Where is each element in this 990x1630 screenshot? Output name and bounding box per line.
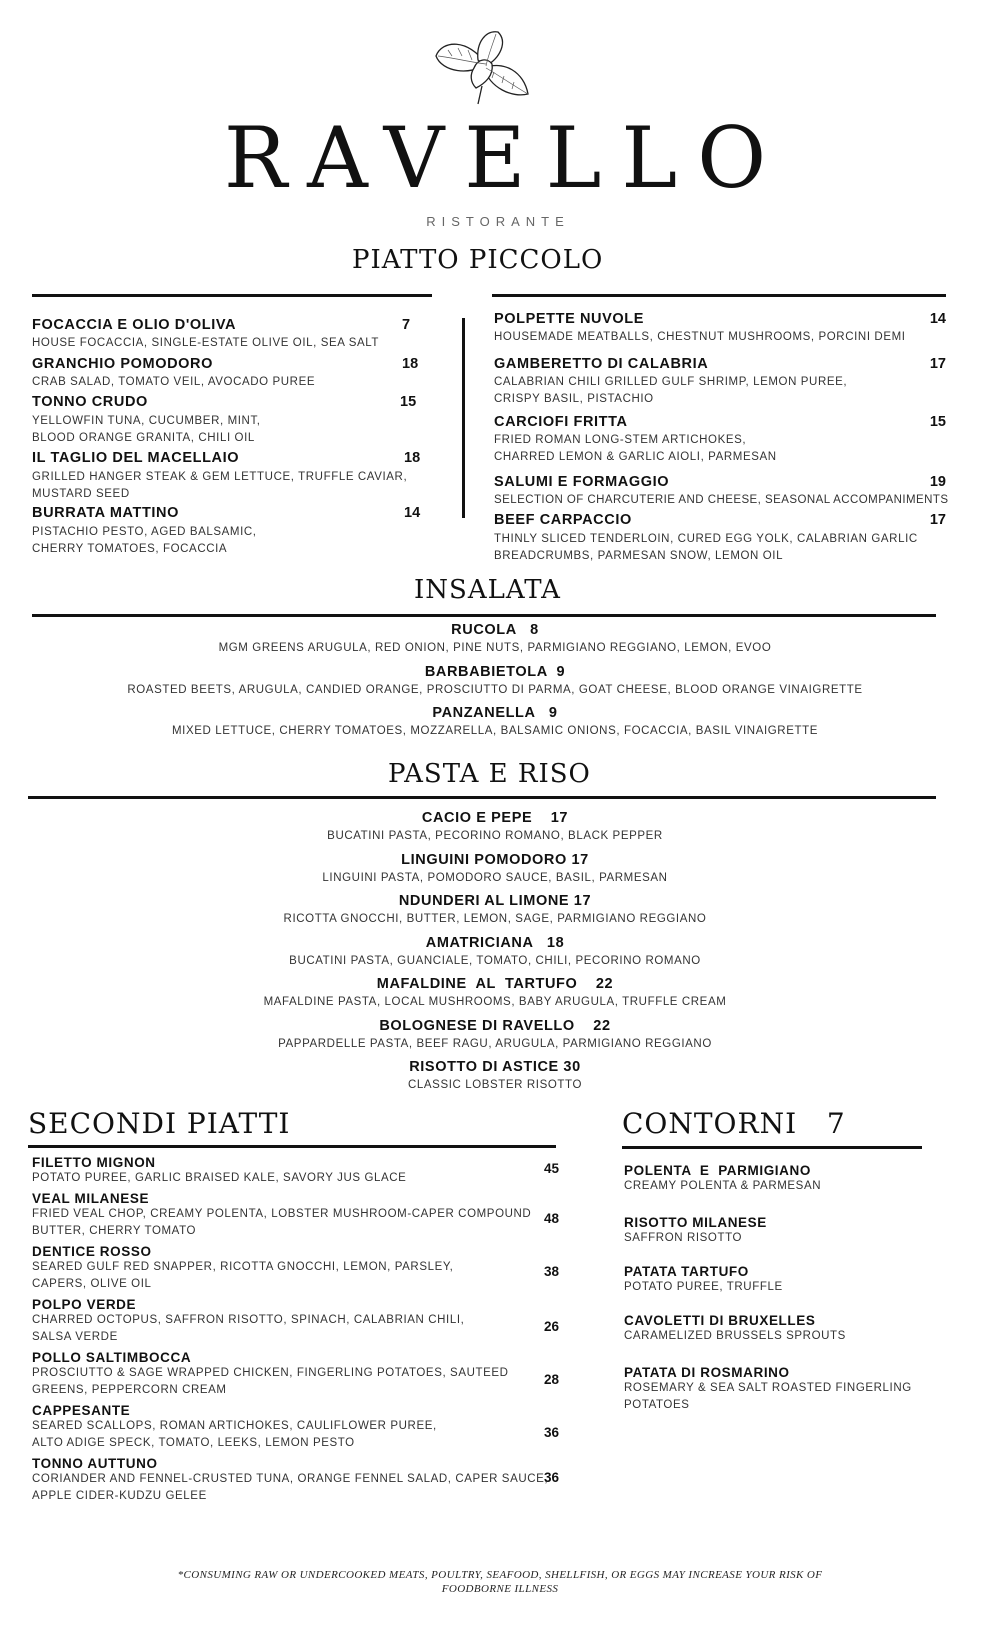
- item-name: BURRATA MATTINO: [32, 505, 179, 521]
- item-description: PAPPARDELLE PASTA, BEEF RAGU, ARUGULA, PARMIGIANO REGGIANO: [278, 1037, 712, 1050]
- item-description: THINLY SLICED TENDERLOIN, CURED EGG YOLK, CALABRIAN GARLIC: [494, 533, 918, 545]
- item-name: AMATRICIANA 18: [425, 934, 565, 951]
- menu-item: [624, 1313, 846, 1345]
- item-description: SELECTION OF CHARCUTERIE AND CHEESE, SEASONAL ACCOMPANIMENTS: [494, 494, 949, 506]
- section-title-piatto-piccolo: PIATTO PICCOLO: [352, 245, 604, 275]
- item-name: GAMBERETTO DI CALABRIA: [494, 356, 709, 372]
- menu-item: [32, 1456, 562, 1505]
- item-name: PATATA DI ROSMARINO: [624, 1365, 790, 1380]
- item-price: 19: [929, 474, 946, 490]
- item-description: CARAMELIZED BRUSSELS SPROUTS: [624, 1330, 846, 1342]
- item-description: YELLOWFIN TUNA, CUCUMBER, MINT,: [32, 415, 261, 427]
- item-price: 45: [544, 1161, 560, 1176]
- item-price: 7: [402, 317, 411, 333]
- item-price: 36: [544, 1470, 560, 1485]
- disclaimer-line: FOODBORNE ILLNESS: [441, 1583, 559, 1595]
- divider: [28, 796, 936, 799]
- item-price: 38: [544, 1264, 560, 1279]
- item-description: MAFALDINE PASTA, LOCAL MUSHROOMS, BABY ARUGULA, TRUFFLE CREAM: [263, 996, 727, 1008]
- item-name: CAPPESANTE: [32, 1403, 131, 1418]
- item-description: FRIED ROMAN LONG-STEM ARTICHOKES,: [494, 434, 747, 446]
- item-price: 36: [544, 1425, 560, 1440]
- item-name: POLENTA E PARMIGIANO: [624, 1163, 811, 1178]
- menu-item: [32, 1155, 562, 1187]
- menu-item: [32, 394, 432, 447]
- divider: [622, 1146, 922, 1149]
- item-description: POTATO PUREE, GARLIC BRAISED KALE, SAVORY JUS GLACE: [32, 1172, 407, 1184]
- item-name: FOCACCIA E OLIO D'OLIVA: [32, 317, 237, 333]
- menu-item: [32, 317, 432, 352]
- item-price: 14: [929, 311, 946, 327]
- item-description: CRISPY BASIL, PISTACHIO: [494, 393, 654, 405]
- item-description: POTATO PUREE, TRUFFLE: [624, 1281, 783, 1293]
- item-description: FRIED VEAL CHOP, CREAMY POLENTA, LOBSTER MUSHROOM-CAPER COMPOUND: [32, 1208, 532, 1220]
- section-title-insalata: INSALATA: [414, 575, 561, 605]
- item-name: IL TAGLIO DEL MACELLAIO: [32, 450, 240, 466]
- item-name: CARCIOFI FRITTA: [494, 414, 628, 430]
- item-description: SAFFRON RISOTTO: [624, 1232, 743, 1244]
- divider: [32, 294, 432, 297]
- menu-item: [624, 1365, 912, 1414]
- menu-item: [494, 414, 946, 466]
- menu-item: [32, 505, 432, 558]
- item-description: CHARRED LEMON & GARLIC AIOLI, PARMESAN: [494, 451, 777, 463]
- item-description: ALTO ADIGE SPECK, TOMATO, LEEKS, LEMON PESTO: [32, 1437, 355, 1449]
- item-description: GRILLED HANGER STEAK & GEM LETTUCE, TRUFFLE CAVIAR,: [32, 471, 408, 483]
- item-description: PISTACHIO PESTO, AGED BALSAMIC,: [32, 526, 257, 538]
- allergy-disclaimer: [120, 1568, 880, 1596]
- item-name: BARBABIETOLA 9: [424, 663, 566, 680]
- item-price: 18: [402, 356, 419, 372]
- item-name: PANZANELLA 9: [432, 705, 558, 721]
- item-name: MAFALDINE AL TARTUFO 22: [376, 976, 614, 992]
- basil-leaf-icon: [428, 28, 534, 118]
- item-name: NDUNDERI AL LIMONE 17: [398, 893, 592, 909]
- item-description: MUSTARD SEED: [32, 488, 130, 500]
- item-name: GRANCHIO POMODORO: [32, 356, 213, 372]
- item-name: PATATA TARTUFO: [624, 1264, 749, 1279]
- item-price: 18: [404, 450, 421, 466]
- item-name: RUCOLA 8: [451, 622, 539, 638]
- insalata-list: [0, 620, 990, 745]
- menu-item: [32, 450, 432, 503]
- menu-item: [32, 1297, 562, 1346]
- item-description: PROSCIUTTO & SAGE WRAPPED CHICKEN, FINGERLING POTATOES, SAUTEED: [32, 1367, 509, 1379]
- divider: [28, 1145, 556, 1148]
- item-name: FILETTO MIGNON: [32, 1155, 156, 1170]
- section-title-pasta-e-riso: PASTA E RISO: [388, 759, 591, 789]
- item-price: 15: [400, 394, 417, 410]
- restaurant-name: RAVELLO: [223, 109, 787, 207]
- pasta-list: [0, 808, 990, 1099]
- item-name: POLPO VERDE: [32, 1297, 137, 1312]
- menu-item: [494, 512, 946, 565]
- item-description: SEARED GULF RED SNAPPER, RICOTTA GNOCCHI, LEMON, PARSLEY,: [32, 1261, 454, 1273]
- item-description: BUCATINI PASTA, PECORINO ROMANO, BLACK PEPPER: [327, 830, 663, 842]
- item-description: GREENS, PEPPERCORN CREAM: [32, 1384, 227, 1396]
- item-name: CAVOLETTI DI BRUXELLES: [624, 1313, 816, 1328]
- item-name: SALUMI E FORMAGGIO: [494, 474, 670, 490]
- menu-item: [494, 474, 949, 509]
- item-name: BOLOGNESE DI RAVELLO 22: [379, 1017, 611, 1034]
- item-description: CAPERS, OLIVE OIL: [32, 1278, 152, 1290]
- item-description: CHARRED OCTOPUS, SAFFRON RISOTTO, SPINACH, CALABRIAN CHILI,: [32, 1314, 465, 1326]
- section-title-contorni: CONTORNI 7: [622, 1107, 846, 1140]
- item-name: DENTICE ROSSO: [32, 1244, 152, 1259]
- menu-item: [32, 1191, 562, 1240]
- item-description: BLOOD ORANGE GRANITA, CHILI OIL: [32, 432, 255, 444]
- column-divider: [462, 318, 465, 518]
- item-description: CORIANDER AND FENNEL-CRUSTED TUNA, ORANGE FENNEL SALAD, CAPER SAUCE,: [32, 1473, 549, 1485]
- restaurant-subtitle: RISTORANTE: [426, 214, 570, 229]
- menu-item: [32, 1350, 562, 1399]
- item-description: BUCATINI PASTA, GUANCIALE, TOMATO, CHILI, PECORINO ROMANO: [289, 954, 701, 967]
- item-description: CRAB SALAD, TOMATO VEIL, AVOCADO PUREE: [32, 376, 316, 388]
- item-name: POLLO SALTIMBOCCA: [32, 1350, 192, 1365]
- item-description: CALABRIAN CHILI GRILLED GULF SHRIMP, LEMON PUREE,: [494, 376, 848, 388]
- item-description: APPLE CIDER-KUDZU GELEE: [32, 1490, 207, 1502]
- item-price: 17: [929, 356, 946, 372]
- item-description: HOUSE FOCACCIA, SINGLE-ESTATE OLIVE OIL, SEA SALT: [32, 337, 380, 349]
- item-description: SEARED SCALLOPS, ROMAN ARTICHOKES, CAULIFLOWER PUREE,: [32, 1420, 437, 1432]
- item-price: 15: [929, 414, 946, 430]
- item-price: 28: [544, 1372, 560, 1387]
- item-description: RICOTTA GNOCCHI, BUTTER, LEMON, SAGE, PARMIGIANO REGGIANO: [283, 913, 707, 925]
- item-price: 17: [929, 512, 946, 528]
- menu-item: [624, 1215, 767, 1247]
- item-description: MIXED LETTUCE, CHERRY TOMATOES, MOZZARELLA, BALSAMIC ONIONS, FOCACCIA, BASIL VINAIGRETTE: [171, 725, 819, 737]
- menu-item: [624, 1163, 821, 1195]
- section-title-secondi-piatti: SECONDI PIATTI: [28, 1107, 291, 1140]
- item-name: RISOTTO DI ASTICE 30: [409, 1059, 581, 1075]
- item-name: LINGUINI POMODORO 17: [401, 851, 589, 868]
- menu-item: [624, 1264, 783, 1296]
- item-price: 26: [544, 1319, 560, 1334]
- menu-item: [32, 1244, 562, 1293]
- item-name: VEAL MILANESE: [32, 1191, 150, 1206]
- item-description: LINGUINI PASTA, POMODORO SAUCE, BASIL, PARMESAN: [322, 871, 668, 884]
- item-description: POTATOES: [624, 1399, 690, 1411]
- item-description: SALSA VERDE: [32, 1331, 118, 1343]
- item-price: 48: [544, 1211, 560, 1226]
- item-description: CHERRY TOMATOES, FOCACCIA: [32, 543, 228, 555]
- item-description: CLASSIC LOBSTER RISOTTO: [408, 1079, 582, 1091]
- divider: [492, 294, 946, 297]
- item-name: TONNO AUTTUNO: [32, 1456, 158, 1471]
- item-description: BREADCRUMBS, PARMESAN SNOW, LEMON OIL: [494, 550, 784, 562]
- item-description: MGM GREENS ARUGULA, RED ONION, PINE NUTS, PARMIGIANO REGGIANO, LEMON, EVOO: [218, 642, 772, 654]
- item-price: 14: [404, 505, 421, 521]
- item-name: POLPETTE NUVOLE: [494, 311, 644, 327]
- menu-item: [32, 1403, 562, 1452]
- item-name: CACIO E PEPE 17: [421, 810, 569, 826]
- item-name: BEEF CARPACCIO: [494, 512, 632, 528]
- item-description: HOUSEMADE MEATBALLS, CHESTNUT MUSHROOMS, PORCINI DEMI: [494, 331, 906, 343]
- item-description: ROASTED BEETS, ARUGULA, CANDIED ORANGE, PROSCIUTTO DI PARMA, GOAT CHEESE, BLOOD ORANGE VINAIGRETTE: [127, 683, 863, 696]
- item-description: ROSEMARY & SEA SALT ROASTED FINGERLING: [624, 1382, 912, 1394]
- item-name: TONNO CRUDO: [32, 394, 148, 410]
- item-description: CREAMY POLENTA & PARMESAN: [624, 1180, 822, 1192]
- menu-item: [494, 311, 946, 346]
- menu-item: [494, 356, 946, 408]
- item-description: BUTTER, CHERRY TOMATO: [32, 1225, 197, 1237]
- divider: [32, 614, 936, 617]
- menu-item: [32, 356, 432, 391]
- disclaimer-line: *CONSUMING RAW OR UNDERCOOKED MEATS, POULTRY, SEAFOOD, SHELLFISH, OR EGGS MAY INCREASE YOUR RISK OF: [177, 1569, 823, 1581]
- item-name: RISOTTO MILANESE: [624, 1215, 767, 1230]
